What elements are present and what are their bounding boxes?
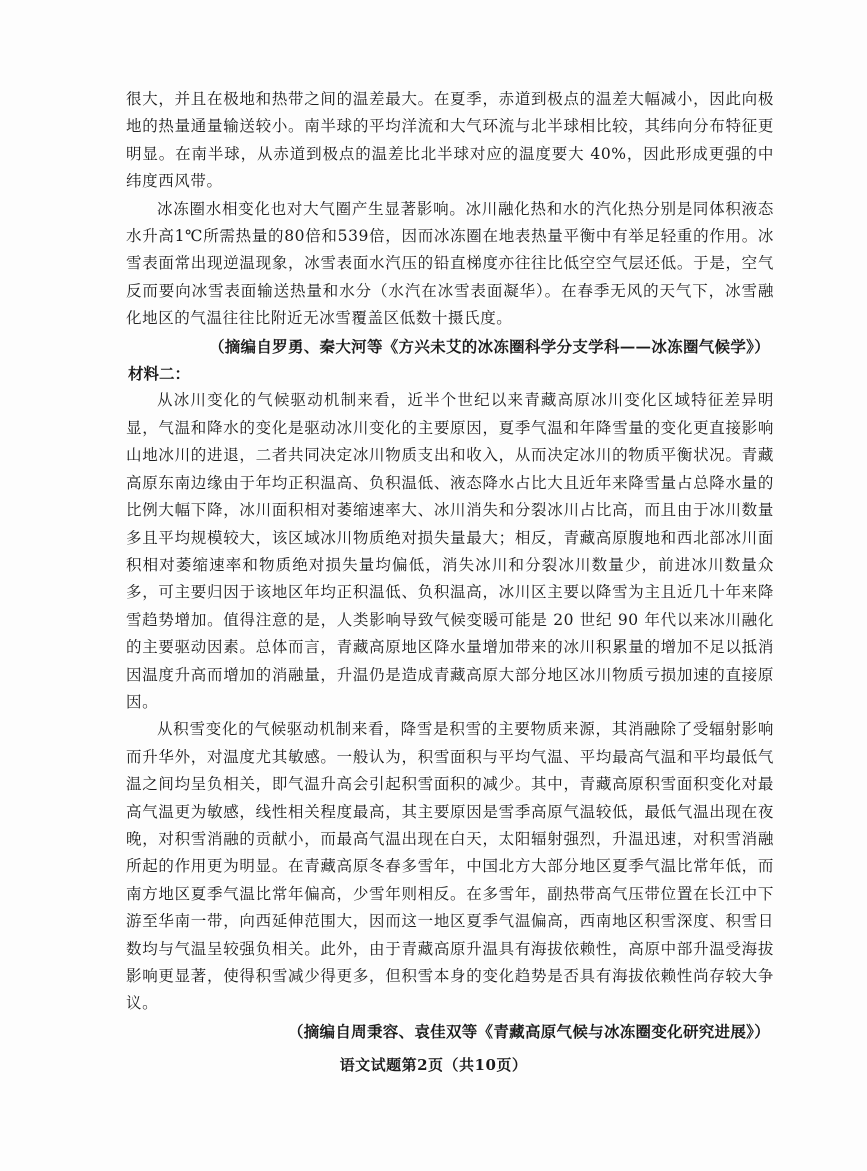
page-footer: 语文试题第2页（共10页） (339, 1056, 528, 1074)
material1-paragraph-continued: 很大，并且在极地和热带之间的温差最大。在夏季，赤道到极点的温差大幅减小，因此向极地的热量通量输送较小。南半球的平均洋流和大气环流与北半球相比较，其纬向分布特征更明显。在南半球，从赤道到极点的温差比北半球对应的温度要大 40%，因此形成更强的中纬度西风带。 (126, 90, 774, 191)
material1-source-citation: （摘编自罗勇、秦大河等《方兴未艾的冰冻圈科学分支学科——冰冻圈气候学》） (208, 336, 770, 356)
material2-source-citation: （摘编自周秉容、袁佳双等《青藏高原气候与冰冻圈变化研究进展》） (287, 1021, 770, 1041)
page-content (126, 86, 774, 1045)
material1-paragraph-phase-change: 冰冻圈水相变化也对大气圈产生显著影响。冰川融化热和水的汽化热分别是同体积液态水升高1℃所需热量的80倍和539倍，因而冰冻圈在地表热量平衡中有举足轻重的作用。冰雪表面常出现逆温现象，冰雪表面水汽压的铅直梯度亦往往比低空空气层还低。于是，空气反而要向冰雪表面输送热量和水分（水汽在冰雪表面凝华）。在春季无风的天气下，冰雪融化地区的气温往往比附近无冰雪覆盖区低数十摄氏度。 (126, 199, 774, 328)
material2-heading: 材料二： (128, 364, 191, 384)
material2-paragraph-snow: 从积雪变化的气候驱动机制来看，降雪是积雪的主要物质来源，其消融除了受辐射影响而升华外，对温度尤其敏感。一般认为，积雪面积与平均气温、平均最高气温和平均最低气温之间均呈负相关，即气温升高会引起积雪面积的减少。其中，青藏高原积雪面积变化对最高气温更为敏感，线性相关程度最高，其主要原因是雪季高原气温较低，最低气温出现在夜晚，对积雪消融的贡献小，而最高气温出现在白天，太阳辐射强烈，升温迅速，对积雪消融所起的作用更为明显。在青藏高原冬春多雪年，中国北方大部分地区夏季气温比常年低，而南方地区夏季气温比常年偏高，少雪年则相反。在多雪年，副热带高气压带位置在长江中下游至华南一带，向西延伸范围大，因而这一地区夏季气温偏高，西南地区积雪深度、积雪日数均与气温呈较强负相关。此外，由于青藏高原升温具有海拔依赖性，高原中部升温受海拔影响更显著，使得积雪减少得更多，但积雪本身的变化趋势是否具有海拔依赖性尚存较大争议。 (126, 720, 774, 1013)
material2-paragraph-glacier: 从冰川变化的气候驱动机制来看，近半个世纪以来青藏高原冰川变化区域特征差异明显，气温和降水的变化是驱动冰川变化的主要原因，夏季气温和年降雪量的变化更直接影响山地冰川的进退，二者共同决定冰川物质支出和收入，从而决定冰川的物质平衡状况。青藏高原东南边缘由于年均正积温高、负积温低、液态降水占比大且近年来降雪量占总降水量的比例大幅下降，冰川面积相对萎缩速率大、冰川消失和分裂冰川占比高，而且由于冰川数量多且平均规模较大，该区域冰川物质绝对损失量最大；相反，青藏高原腹地和西北部冰川面积相对萎缩速率和物质绝对损失量均偏低，消失冰川和分裂冰川数量少，前进冰川数量众多，可主要归因于该地区年均正积温低、负积温高，冰川区主要以降雪为主且近几十年来降雪趋势增加。值得注意的是，人类影响导致气候变暖可能是 20 世纪 90 年代以来冰川融化的主要驱动因素。总体而言，青藏高原地区降水量增加带来的冰川积累量的增加不足以抵消因温度升高而增加的消融量，升温仍是造成青藏高原大部分地区冰川物质亏损加速的直接原因。 (126, 391, 774, 711)
